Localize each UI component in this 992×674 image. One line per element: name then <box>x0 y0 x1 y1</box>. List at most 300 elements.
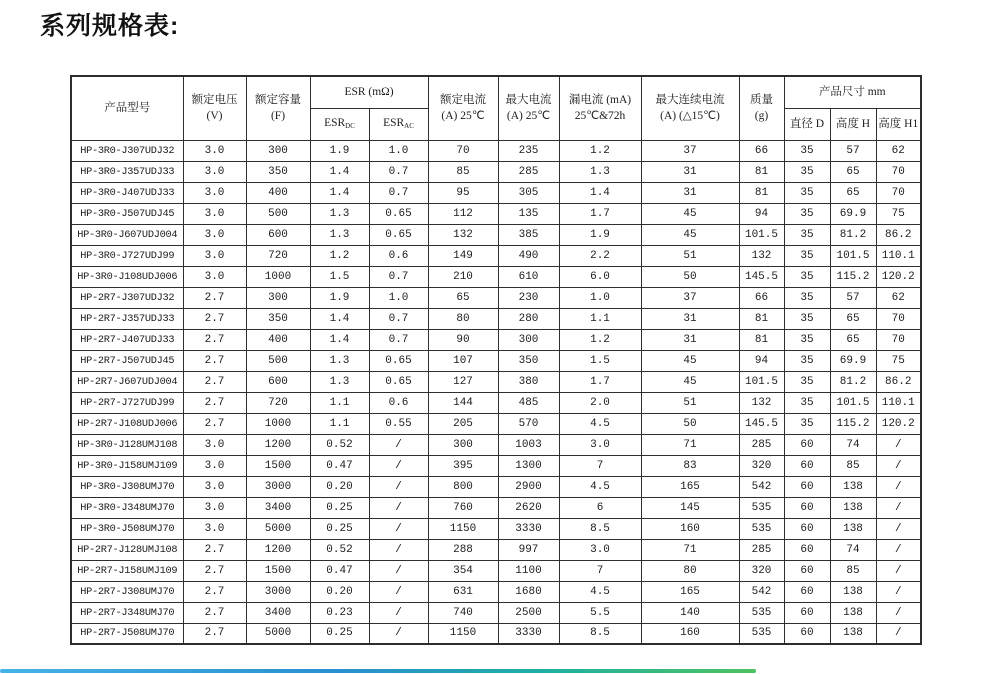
cell-esr-dc: 1.5 <box>310 266 369 287</box>
cell-max-continuous-current: 80 <box>641 560 739 581</box>
cell-weight: 81 <box>739 161 784 182</box>
cell-leakage-current: 6.0 <box>559 266 641 287</box>
header-esr-group: ESR (mΩ) <box>310 76 428 108</box>
cell-diameter-d: 35 <box>784 182 830 203</box>
table-row <box>71 602 921 623</box>
header-height-h: 高度 H <box>830 108 876 140</box>
cell-rated-capacity: 400 <box>246 329 310 350</box>
cell-esr-ac: 0.7 <box>369 329 428 350</box>
cell-rated-capacity: 5000 <box>246 518 310 539</box>
cell-max-current: 570 <box>498 413 559 434</box>
cell-max-current: 350 <box>498 350 559 371</box>
table-row <box>71 518 921 539</box>
cell-model: HP-2R7-J158UMJ109 <box>71 560 183 581</box>
table-row <box>71 308 921 329</box>
cell-rated-capacity: 350 <box>246 161 310 182</box>
cell-rated-voltage: 3.0 <box>183 161 246 182</box>
cell-rated-voltage: 2.7 <box>183 392 246 413</box>
cell-height-h: 57 <box>830 287 876 308</box>
cell-esr-ac: 0.65 <box>369 203 428 224</box>
header-product-model: 产品型号 <box>71 76 183 140</box>
cell-height-h1: / <box>876 539 921 560</box>
cell-rated-voltage: 2.7 <box>183 602 246 623</box>
cell-diameter-d: 60 <box>784 497 830 518</box>
cell-height-h: 85 <box>830 455 876 476</box>
table-row <box>71 371 921 392</box>
cell-weight: 81 <box>739 329 784 350</box>
spec-table <box>70 75 922 645</box>
cell-model: HP-3R0-J108UDJ006 <box>71 266 183 287</box>
cell-esr-ac: / <box>369 455 428 476</box>
cell-esr-ac: / <box>369 560 428 581</box>
header-leakage-current: 漏电流 (mA) 25℃&72h <box>559 76 641 140</box>
cell-height-h: 138 <box>830 623 876 644</box>
cell-esr-ac: / <box>369 497 428 518</box>
cell-height-h: 138 <box>830 581 876 602</box>
cell-weight: 542 <box>739 476 784 497</box>
cell-max-continuous-current: 71 <box>641 539 739 560</box>
cell-max-continuous-current: 45 <box>641 203 739 224</box>
cell-model: HP-2R7-J727UDJ99 <box>71 392 183 413</box>
cell-max-continuous-current: 83 <box>641 455 739 476</box>
cell-height-h1: / <box>876 434 921 455</box>
cell-rated-voltage: 3.0 <box>183 203 246 224</box>
cell-rated-capacity: 1200 <box>246 434 310 455</box>
cell-rated-voltage: 2.7 <box>183 350 246 371</box>
cell-esr-ac: 0.7 <box>369 161 428 182</box>
cell-diameter-d: 35 <box>784 392 830 413</box>
cell-max-continuous-current: 31 <box>641 308 739 329</box>
cell-height-h1: 70 <box>876 308 921 329</box>
cell-max-current: 285 <box>498 161 559 182</box>
cell-esr-ac: 0.6 <box>369 392 428 413</box>
cell-rated-current: 288 <box>428 539 498 560</box>
header-dimensions-group: 产品尺寸 mm <box>784 76 921 108</box>
cell-rated-voltage: 3.0 <box>183 455 246 476</box>
cell-model: HP-2R7-J508UMJ70 <box>71 623 183 644</box>
cell-esr-dc: 0.47 <box>310 560 369 581</box>
cell-leakage-current: 3.0 <box>559 539 641 560</box>
cell-rated-capacity: 1200 <box>246 539 310 560</box>
cell-height-h1: 70 <box>876 329 921 350</box>
cell-rated-current: 205 <box>428 413 498 434</box>
cell-weight: 66 <box>739 287 784 308</box>
cell-weight: 132 <box>739 245 784 266</box>
cell-model: HP-2R7-J128UMJ108 <box>71 539 183 560</box>
cell-weight: 101.5 <box>739 371 784 392</box>
cell-rated-voltage: 3.0 <box>183 497 246 518</box>
cell-height-h1: / <box>876 581 921 602</box>
cell-esr-dc: 0.25 <box>310 623 369 644</box>
cell-height-h: 65 <box>830 182 876 203</box>
cell-height-h1: / <box>876 602 921 623</box>
cell-model: HP-3R0-J507UDJ45 <box>71 203 183 224</box>
cell-diameter-d: 60 <box>784 476 830 497</box>
cell-esr-ac: / <box>369 581 428 602</box>
cell-height-h1: 70 <box>876 161 921 182</box>
cell-rated-capacity: 720 <box>246 392 310 413</box>
cell-esr-dc: 1.1 <box>310 413 369 434</box>
spec-table-container <box>70 75 922 645</box>
cell-max-current: 1680 <box>498 581 559 602</box>
table-row <box>71 623 921 644</box>
cell-rated-current: 354 <box>428 560 498 581</box>
cell-leakage-current: 1.2 <box>559 140 641 161</box>
cell-rated-capacity: 350 <box>246 308 310 329</box>
cell-esr-dc: 1.9 <box>310 140 369 161</box>
cell-esr-ac: / <box>369 476 428 497</box>
cell-leakage-current: 1.0 <box>559 287 641 308</box>
cell-esr-dc: 1.3 <box>310 203 369 224</box>
cell-weight: 535 <box>739 602 784 623</box>
cell-rated-current: 740 <box>428 602 498 623</box>
cell-model: HP-3R0-J348UMJ70 <box>71 497 183 518</box>
cell-esr-ac: / <box>369 602 428 623</box>
cell-esr-ac: 0.6 <box>369 245 428 266</box>
cell-diameter-d: 60 <box>784 518 830 539</box>
table-row <box>71 329 921 350</box>
cell-leakage-current: 1.2 <box>559 329 641 350</box>
table-row <box>71 434 921 455</box>
cell-weight: 66 <box>739 140 784 161</box>
cell-weight: 132 <box>739 392 784 413</box>
cell-max-continuous-current: 51 <box>641 392 739 413</box>
cell-height-h1: 70 <box>876 182 921 203</box>
cell-diameter-d: 60 <box>784 581 830 602</box>
cell-max-continuous-current: 165 <box>641 581 739 602</box>
cell-max-continuous-current: 145 <box>641 497 739 518</box>
cell-rated-capacity: 3400 <box>246 497 310 518</box>
cell-esr-ac: 0.65 <box>369 371 428 392</box>
cell-leakage-current: 4.5 <box>559 413 641 434</box>
cell-leakage-current: 2.2 <box>559 245 641 266</box>
cell-model: HP-3R0-J158UMJ109 <box>71 455 183 476</box>
cell-height-h1: 62 <box>876 140 921 161</box>
cell-rated-capacity: 3400 <box>246 602 310 623</box>
cell-esr-dc: 0.23 <box>310 602 369 623</box>
cell-height-h: 57 <box>830 140 876 161</box>
cell-rated-voltage: 2.7 <box>183 371 246 392</box>
cell-esr-ac: 1.0 <box>369 287 428 308</box>
cell-height-h1: 120.2 <box>876 413 921 434</box>
cell-max-current: 280 <box>498 308 559 329</box>
cell-max-continuous-current: 45 <box>641 224 739 245</box>
table-row <box>71 161 921 182</box>
cell-esr-dc: 0.52 <box>310 434 369 455</box>
cell-rated-current: 132 <box>428 224 498 245</box>
cell-model: HP-3R0-J407UDJ33 <box>71 182 183 203</box>
cell-esr-ac: 0.7 <box>369 266 428 287</box>
footer-gradient-bar <box>0 669 756 673</box>
header-rated-current: 额定电流 (A) 25℃ <box>428 76 498 140</box>
header-weight: 质量 (g) <box>739 76 784 140</box>
cell-rated-capacity: 1500 <box>246 455 310 476</box>
cell-diameter-d: 35 <box>784 224 830 245</box>
cell-weight: 320 <box>739 455 784 476</box>
cell-height-h: 74 <box>830 539 876 560</box>
cell-leakage-current: 1.7 <box>559 203 641 224</box>
cell-max-current: 380 <box>498 371 559 392</box>
cell-rated-capacity: 400 <box>246 182 310 203</box>
cell-height-h1: / <box>876 476 921 497</box>
header-esr-dc: $ESR_{DC}$ <box>310 108 369 140</box>
cell-weight: 285 <box>739 434 784 455</box>
cell-rated-current: 65 <box>428 287 498 308</box>
cell-weight: 320 <box>739 560 784 581</box>
cell-max-current: 1300 <box>498 455 559 476</box>
cell-leakage-current: 6 <box>559 497 641 518</box>
cell-esr-dc: 0.20 <box>310 581 369 602</box>
cell-rated-capacity: 1000 <box>246 266 310 287</box>
spec-table-body <box>71 140 921 644</box>
cell-height-h: 138 <box>830 602 876 623</box>
cell-height-h: 138 <box>830 518 876 539</box>
cell-height-h1: / <box>876 560 921 581</box>
cell-diameter-d: 35 <box>784 329 830 350</box>
cell-model: HP-2R7-J407UDJ33 <box>71 329 183 350</box>
cell-esr-dc: 0.25 <box>310 497 369 518</box>
cell-rated-current: 1150 <box>428 518 498 539</box>
cell-height-h: 115.2 <box>830 413 876 434</box>
cell-max-continuous-current: 31 <box>641 161 739 182</box>
cell-weight: 81 <box>739 308 784 329</box>
cell-leakage-current: 1.4 <box>559 182 641 203</box>
cell-diameter-d: 60 <box>784 602 830 623</box>
cell-max-current: 610 <box>498 266 559 287</box>
cell-weight: 101.5 <box>739 224 784 245</box>
cell-leakage-current: 4.5 <box>559 581 641 602</box>
cell-model: HP-2R7-J308UMJ70 <box>71 581 183 602</box>
cell-rated-current: 127 <box>428 371 498 392</box>
cell-esr-ac: / <box>369 434 428 455</box>
table-row <box>71 203 921 224</box>
table-row <box>71 413 921 434</box>
cell-height-h: 81.2 <box>830 371 876 392</box>
cell-esr-dc: 1.3 <box>310 224 369 245</box>
cell-rated-current: 1150 <box>428 623 498 644</box>
cell-weight: 285 <box>739 539 784 560</box>
cell-esr-dc: 0.20 <box>310 476 369 497</box>
cell-esr-ac: / <box>369 539 428 560</box>
cell-max-continuous-current: 51 <box>641 245 739 266</box>
cell-rated-capacity: 300 <box>246 287 310 308</box>
table-row <box>71 266 921 287</box>
cell-max-continuous-current: 71 <box>641 434 739 455</box>
cell-height-h: 81.2 <box>830 224 876 245</box>
cell-weight: 542 <box>739 581 784 602</box>
cell-model: HP-3R0-J508UMJ70 <box>71 518 183 539</box>
cell-weight: 145.5 <box>739 266 784 287</box>
cell-max-current: 300 <box>498 329 559 350</box>
cell-leakage-current: 1.3 <box>559 161 641 182</box>
cell-leakage-current: 8.5 <box>559 518 641 539</box>
cell-max-continuous-current: 37 <box>641 287 739 308</box>
cell-rated-voltage: 3.0 <box>183 245 246 266</box>
cell-height-h: 138 <box>830 476 876 497</box>
cell-leakage-current: 7 <box>559 560 641 581</box>
cell-model: HP-2R7-J607UDJ004 <box>71 371 183 392</box>
cell-rated-voltage: 3.0 <box>183 182 246 203</box>
cell-rated-capacity: 500 <box>246 203 310 224</box>
cell-weight: 145.5 <box>739 413 784 434</box>
cell-rated-current: 210 <box>428 266 498 287</box>
spec-table-header <box>71 76 921 140</box>
table-row <box>71 581 921 602</box>
cell-height-h: 69.9 <box>830 350 876 371</box>
cell-rated-current: 90 <box>428 329 498 350</box>
cell-height-h: 65 <box>830 308 876 329</box>
cell-height-h1: 110.1 <box>876 245 921 266</box>
cell-rated-capacity: 500 <box>246 350 310 371</box>
cell-diameter-d: 60 <box>784 560 830 581</box>
page-title: 系列规格表: <box>40 12 180 40</box>
cell-height-h: 101.5 <box>830 392 876 413</box>
cell-leakage-current: 5.5 <box>559 602 641 623</box>
cell-esr-dc: 1.4 <box>310 182 369 203</box>
cell-rated-current: 85 <box>428 161 498 182</box>
cell-esr-ac: 0.7 <box>369 182 428 203</box>
cell-rated-voltage: 3.0 <box>183 434 246 455</box>
table-row <box>71 350 921 371</box>
cell-esr-ac: 0.55 <box>369 413 428 434</box>
cell-rated-voltage: 3.0 <box>183 476 246 497</box>
cell-height-h1: / <box>876 623 921 644</box>
cell-rated-current: 144 <box>428 392 498 413</box>
cell-model: HP-3R0-J357UDJ33 <box>71 161 183 182</box>
cell-rated-current: 107 <box>428 350 498 371</box>
cell-max-current: 3330 <box>498 623 559 644</box>
cell-height-h: 65 <box>830 161 876 182</box>
cell-max-continuous-current: 165 <box>641 476 739 497</box>
cell-model: HP-3R0-J128UMJ108 <box>71 434 183 455</box>
cell-esr-dc: 1.4 <box>310 308 369 329</box>
cell-height-h: 74 <box>830 434 876 455</box>
table-row <box>71 245 921 266</box>
cell-rated-voltage: 2.7 <box>183 581 246 602</box>
cell-model: HP-3R0-J607UDJ004 <box>71 224 183 245</box>
cell-rated-capacity: 3000 <box>246 476 310 497</box>
cell-height-h: 69.9 <box>830 203 876 224</box>
cell-rated-current: 800 <box>428 476 498 497</box>
cell-max-continuous-current: 31 <box>641 329 739 350</box>
cell-leakage-current: 4.5 <box>559 476 641 497</box>
cell-rated-current: 80 <box>428 308 498 329</box>
header-max-current: 最大电流 (A) 25℃ <box>498 76 559 140</box>
cell-leakage-current: 7 <box>559 455 641 476</box>
cell-model: HP-2R7-J307UDJ32 <box>71 287 183 308</box>
cell-max-current: 2900 <box>498 476 559 497</box>
cell-max-current: 385 <box>498 224 559 245</box>
cell-max-current: 235 <box>498 140 559 161</box>
cell-esr-dc: 1.1 <box>310 392 369 413</box>
cell-max-continuous-current: 45 <box>641 371 739 392</box>
cell-model: HP-3R0-J307UDJ32 <box>71 140 183 161</box>
cell-weight: 94 <box>739 203 784 224</box>
cell-esr-dc: 1.4 <box>310 329 369 350</box>
cell-esr-dc: 1.9 <box>310 287 369 308</box>
cell-rated-capacity: 1000 <box>246 413 310 434</box>
cell-model: HP-2R7-J507UDJ45 <box>71 350 183 371</box>
cell-esr-ac: / <box>369 623 428 644</box>
table-row <box>71 476 921 497</box>
cell-height-h: 101.5 <box>830 245 876 266</box>
cell-leakage-current: 1.7 <box>559 371 641 392</box>
cell-model: HP-2R7-J108UDJ006 <box>71 413 183 434</box>
cell-leakage-current: 1.5 <box>559 350 641 371</box>
cell-max-continuous-current: 50 <box>641 266 739 287</box>
cell-rated-voltage: 3.0 <box>183 518 246 539</box>
cell-height-h1: 75 <box>876 350 921 371</box>
cell-weight: 535 <box>739 497 784 518</box>
table-row <box>71 560 921 581</box>
cell-diameter-d: 35 <box>784 140 830 161</box>
header-esr-ac: $ESR_{AC}$ <box>369 108 428 140</box>
cell-diameter-d: 35 <box>784 371 830 392</box>
cell-rated-current: 149 <box>428 245 498 266</box>
table-row <box>71 497 921 518</box>
cell-esr-dc: 0.52 <box>310 539 369 560</box>
cell-esr-ac: 1.0 <box>369 140 428 161</box>
cell-max-continuous-current: 45 <box>641 350 739 371</box>
cell-esr-dc: 0.47 <box>310 455 369 476</box>
cell-diameter-d: 35 <box>784 245 830 266</box>
cell-rated-current: 95 <box>428 182 498 203</box>
cell-height-h1: 62 <box>876 287 921 308</box>
cell-model: HP-2R7-J348UMJ70 <box>71 602 183 623</box>
cell-max-current: 997 <box>498 539 559 560</box>
cell-max-current: 135 <box>498 203 559 224</box>
cell-diameter-d: 60 <box>784 434 830 455</box>
cell-rated-current: 70 <box>428 140 498 161</box>
cell-max-current: 490 <box>498 245 559 266</box>
cell-rated-current: 300 <box>428 434 498 455</box>
table-row <box>71 224 921 245</box>
cell-esr-ac: 0.7 <box>369 308 428 329</box>
table-row <box>71 539 921 560</box>
cell-weight: 535 <box>739 518 784 539</box>
cell-rated-voltage: 3.0 <box>183 266 246 287</box>
cell-diameter-d: 60 <box>784 623 830 644</box>
cell-rated-capacity: 720 <box>246 245 310 266</box>
cell-max-current: 305 <box>498 182 559 203</box>
cell-max-current: 1003 <box>498 434 559 455</box>
cell-model: HP-3R0-J727UDJ99 <box>71 245 183 266</box>
cell-rated-voltage: 2.7 <box>183 539 246 560</box>
cell-rated-voltage: 2.7 <box>183 623 246 644</box>
cell-rated-voltage: 2.7 <box>183 560 246 581</box>
cell-height-h1: 86.2 <box>876 371 921 392</box>
cell-diameter-d: 35 <box>784 203 830 224</box>
header-max-continuous-current: 最大连续电流 (A) (△15℃) <box>641 76 739 140</box>
cell-height-h1: 120.2 <box>876 266 921 287</box>
cell-model: HP-2R7-J357UDJ33 <box>71 308 183 329</box>
cell-height-h: 115.2 <box>830 266 876 287</box>
cell-model: HP-3R0-J308UMJ70 <box>71 476 183 497</box>
cell-max-continuous-current: 37 <box>641 140 739 161</box>
cell-max-continuous-current: 160 <box>641 623 739 644</box>
cell-height-h1: / <box>876 497 921 518</box>
cell-leakage-current: 2.0 <box>559 392 641 413</box>
cell-weight: 94 <box>739 350 784 371</box>
cell-rated-current: 112 <box>428 203 498 224</box>
cell-height-h1: / <box>876 518 921 539</box>
cell-max-current: 2620 <box>498 497 559 518</box>
cell-max-current: 485 <box>498 392 559 413</box>
cell-max-continuous-current: 140 <box>641 602 739 623</box>
header-rated-capacity: 额定容量 (F) <box>246 76 310 140</box>
cell-max-current: 1100 <box>498 560 559 581</box>
cell-esr-ac: / <box>369 518 428 539</box>
